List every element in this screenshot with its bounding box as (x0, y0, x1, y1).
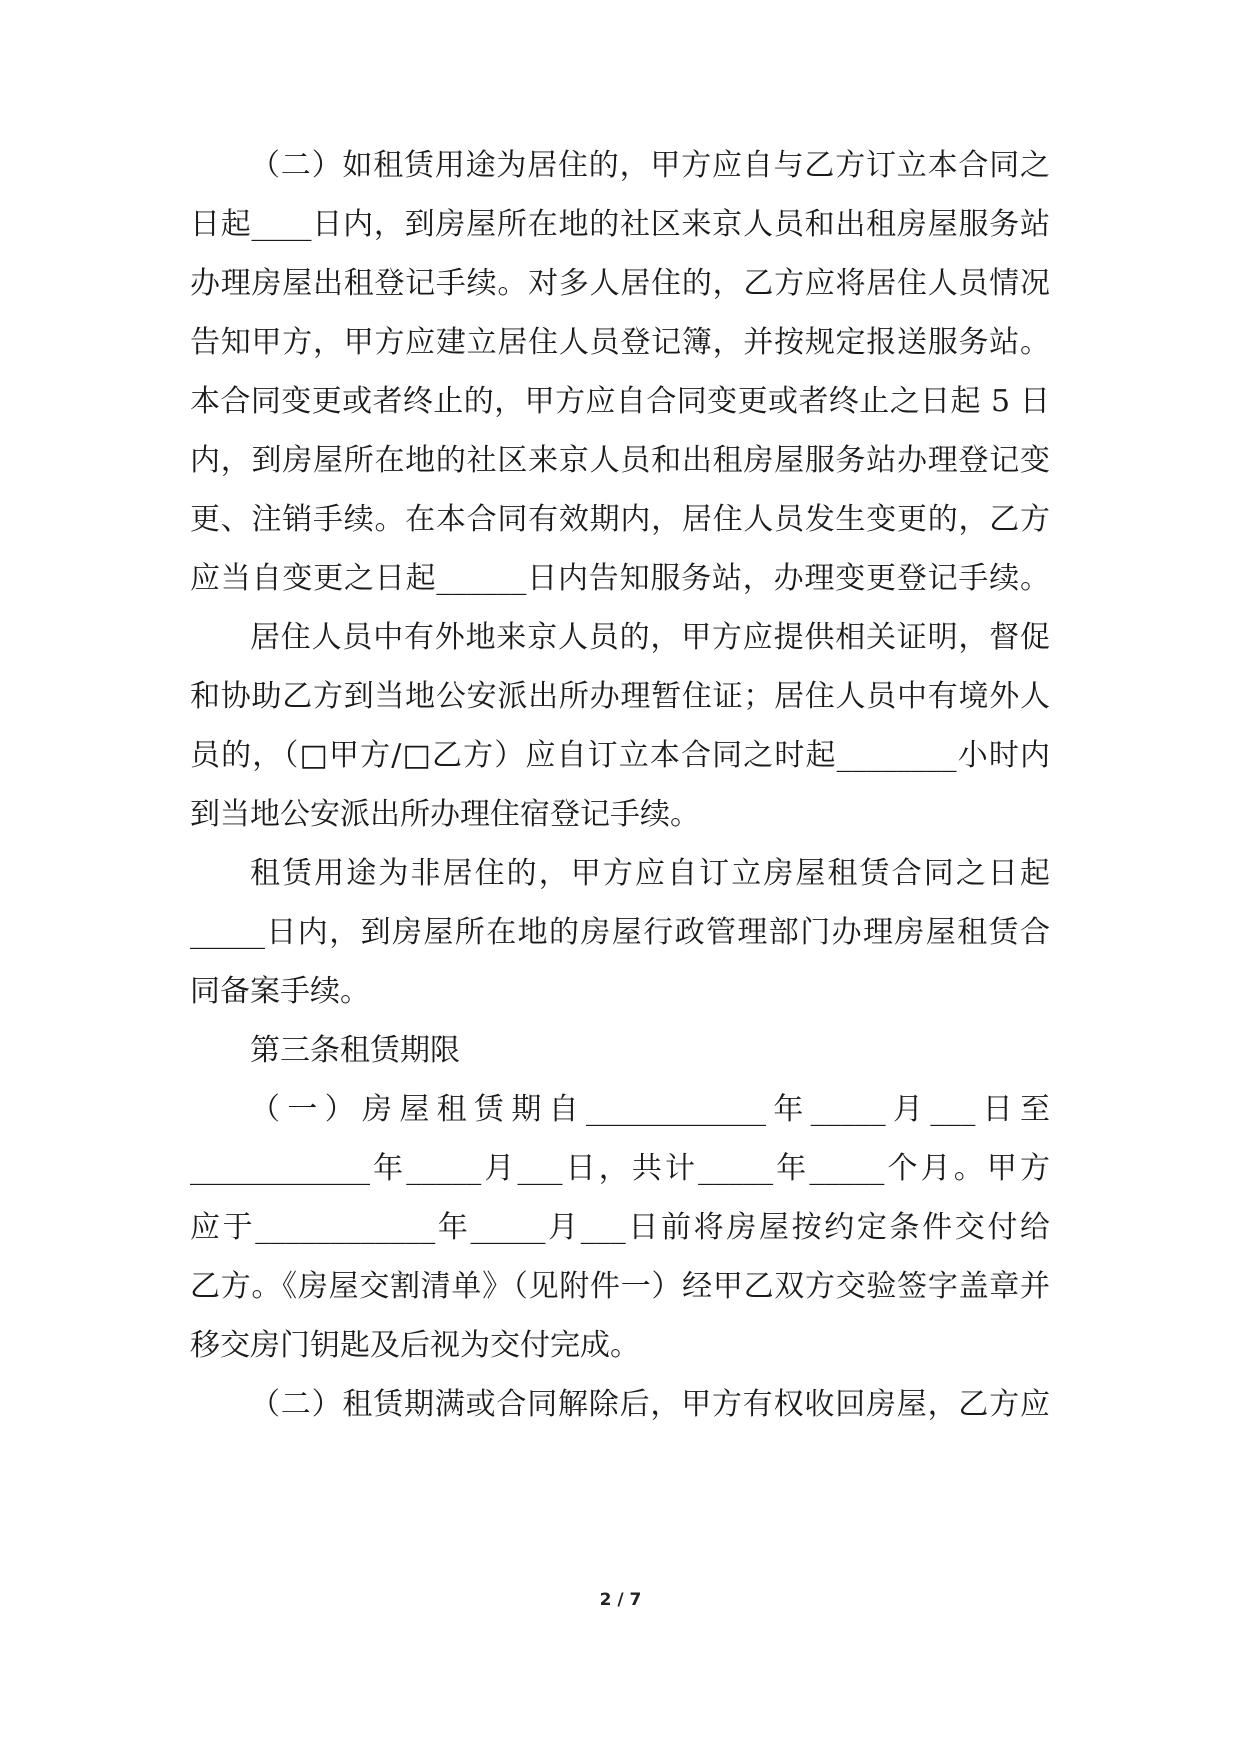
text-line: 应于____________年_____月___日前将房屋按约定条件交付给 (190, 1210, 1050, 1245)
text-line: 乙方。《房屋交割清单》（见附件一）经甲乙双方交验签字盖章并 (190, 1269, 1050, 1304)
text-line: 到当地公安派出所办理住宿登记手续。 (190, 797, 700, 832)
text-line: 办理房屋出租登记手续。对多人居住的，乙方应将居住人员情况 (190, 266, 1050, 301)
text-line: ____________年_____月___日，共计_____年_____个月。甲方 (190, 1151, 1050, 1186)
text-line: 租赁用途为非居住的，甲方应自订立房屋租赁合同之日起 (250, 856, 1050, 891)
text-line: 日起____日内，到房屋所在地的社区来京人员和出租房屋服务站 (190, 207, 1050, 242)
text-line: 更、注销手续。在本合同有效期内，居住人员发生变更的，乙方 (190, 502, 1050, 537)
text-line: 告知甲方，甲方应建立居住人员登记簿，并按规定报送服务站。 (190, 325, 1050, 360)
text-line: 应当自变更之日起______日内告知服务站，办理变更登记手续。 (190, 561, 1050, 596)
text-line: 和协助乙方到当地公安派出所办理暂住证；居住人员中有境外人 (190, 679, 1050, 714)
text-line: （二）租赁期满或合同解除后，甲方有权收回房屋，乙方应 (250, 1387, 1050, 1422)
text-line: （一）房屋租赁期自____________年_____月___日至 (250, 1092, 1050, 1127)
text-line: 移交房门钥匙及后视为交付完成。 (190, 1328, 640, 1363)
text-line: 内，到房屋所在地的社区来京人员和出租房屋服务站办理登记变 (190, 443, 1050, 478)
text-line: （二）如租赁用途为居住的，甲方应自与乙方订立本合同之 (250, 148, 1050, 183)
text-line: 同备案手续。 (190, 974, 370, 1009)
section-heading: 第三条租赁期限 (250, 1033, 460, 1068)
page-number: 2 / 7 (599, 1590, 642, 1610)
text-line: 员的，（□甲方/□乙方）应自订立本合同之时起________小时内 (190, 738, 1050, 773)
text-line: 居住人员中有外地来京人员的，甲方应提供相关证明，督促 (250, 620, 1050, 655)
text-line: 本合同变更或者终止的，甲方应自合同变更或者终止之日起 5 日 (190, 384, 1050, 419)
text-line: _____日内，到房屋所在地的房屋行政管理部门办理房屋租赁合 (190, 915, 1050, 950)
